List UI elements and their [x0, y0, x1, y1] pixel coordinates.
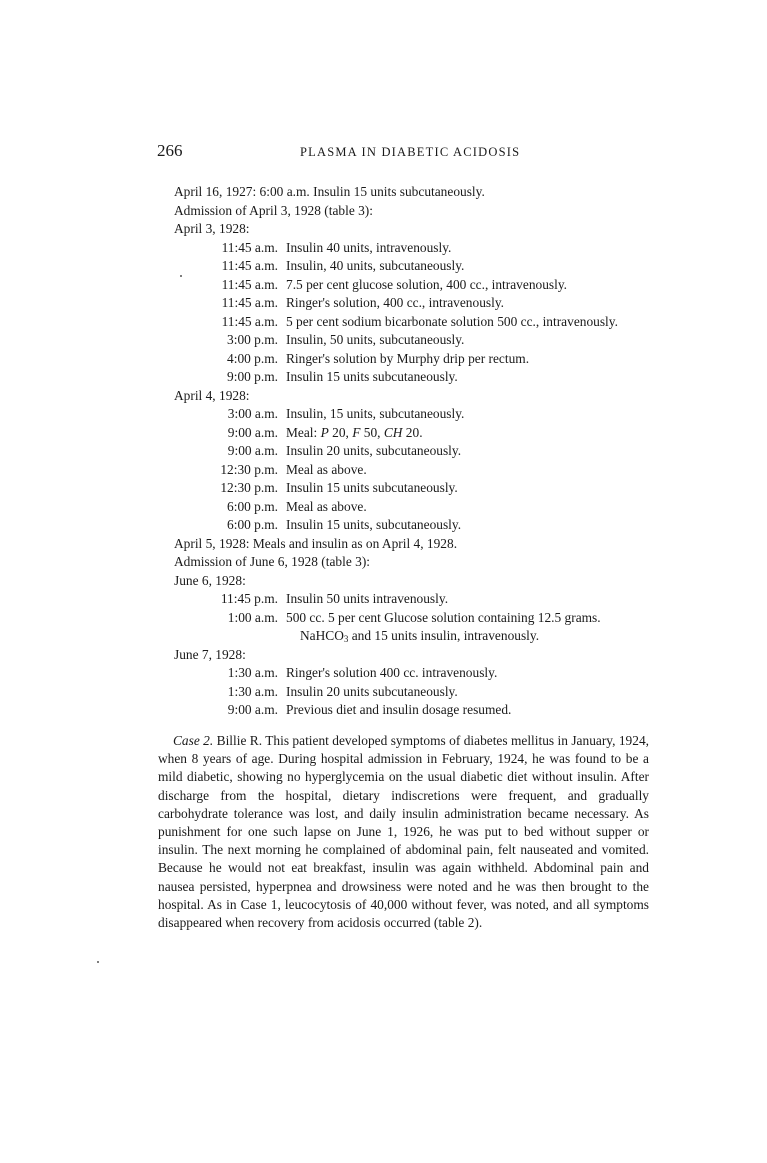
log-heading: April 5, 1928: Meals and insulin as on April 4, 1928.: [174, 535, 458, 551]
stray-mark: [97, 961, 99, 963]
log-entry-time: 9:00 p.m.: [227, 369, 278, 384]
case-paragraph: [158, 732, 649, 932]
log-entry-time: 1:00 a.m.: [227, 609, 278, 625]
log-entry-text: Meal as above.: [286, 498, 367, 514]
log-entry-continuation: [174, 627, 694, 646]
log-entry-text: Meal as above.: [286, 461, 367, 477]
running-head: PLASMA IN DIABETIC ACIDOSIS: [300, 145, 521, 159]
log-entry-text: Insulin, 50 units, subcutaneously.: [286, 332, 465, 347]
log-entry-text: Meal: P 20, F 50, CH 20.: [286, 424, 423, 440]
log-entry-text: Insulin 15 units subcutaneously.: [286, 369, 458, 384]
log-entry-text: Insulin 50 units intravenously.: [286, 591, 449, 606]
log-entry-text: Ringer's solution 400 cc. intravenously.: [286, 665, 498, 680]
log-entry: [174, 590, 694, 609]
log-heading: Admission of April 3, 1928 (table 3):: [174, 202, 373, 218]
log-entry-text: Previous diet and insulin dosage resumed.: [286, 702, 512, 717]
page-number: 266: [157, 141, 183, 160]
log-entry: [174, 683, 694, 702]
stray-mark: [180, 275, 182, 277]
log-entry-time: 11:45 a.m.: [221, 295, 278, 310]
log-entry-time: 11:45 a.m.: [221, 239, 278, 255]
log-entry-text: Insulin 20 units, subcutaneously.: [286, 443, 462, 458]
log-entry-time: 4:00 p.m.: [227, 350, 278, 366]
log-heading: June 7, 1928:: [174, 646, 246, 662]
log-entry-time: 12:30 p.m.: [220, 480, 278, 495]
log-entry-time: 9:00 a.m.: [227, 702, 278, 717]
log-entry-time: 6:00 p.m.: [227, 517, 278, 532]
log-entry-text: Insulin, 15 units, subcutaneously.: [286, 406, 465, 421]
log-entry-time: 11:45 a.m.: [221, 258, 278, 273]
log-entry: [174, 442, 694, 461]
log-entry-text: Insulin, 40 units, subcutaneously.: [286, 258, 465, 273]
log-heading: June 6, 1928:: [174, 572, 246, 588]
log-entry: [174, 294, 694, 313]
case-label: Case 2.: [173, 733, 214, 748]
log-entry-time: 12:30 p.m.: [220, 461, 278, 477]
log-entry-time: 11:45 a.m.: [221, 276, 278, 292]
log-entry-time: 9:00 a.m.: [227, 424, 278, 440]
log-entry-time: 1:30 a.m.: [227, 683, 278, 699]
log-entry: [174, 701, 694, 720]
log-entry: [174, 276, 694, 295]
log-entry-text: 500 cc. 5 per cent Glucose solution containing 12.5 grams.: [286, 609, 601, 625]
log-entry-time: 1:30 a.m.: [227, 665, 278, 680]
log-entry-text: Ringer's solution by Murphy drip per rectum.: [286, 350, 530, 366]
log-entry: [174, 498, 694, 517]
log-entry-time: 6:00 p.m.: [227, 498, 278, 514]
log-entry-text: 5 per cent sodium bicarbonate solution 500 cc., intravenously.: [286, 313, 618, 329]
log-entry: [174, 609, 694, 628]
log-heading: April 3, 1928:: [174, 221, 250, 236]
log-heading: April 4, 1928:: [174, 387, 250, 403]
log-entry: [174, 516, 694, 535]
log-entry: [174, 313, 694, 332]
case-body: Billie R. This patient developed symptoms of diabetes mellitus in January, 1924, when 8 years of age. During hospital admission in February, 1924, he was found to be a mild diabetic, showing no hyperglycemia on the usual diabetic diet without insulin. After discharge from the hospital, dietary indiscretions were frequent, and gradually carbohydrate tolerance was lost, and daily insulin administration became necessary. As punishment for one such lapse on June 1, 1926, he was put to bed without supper or insulin. The next morning he complained of abdominal pain, felt nauseated and vomited. Because he would not eat breakfast, insulin was again withheld. Abdominal pain and nausea persisted, hyperpnea and drowsiness were noted and he was then brought to the hospital. As in Case 1, leucocytosis of 40,000 without fever, was noted, and all symptoms disappeared when recovery from acidosis occurred (table 2).: [158, 733, 649, 931]
log-entry: [174, 405, 694, 424]
treatment-log: [174, 183, 694, 720]
log-entry-text: Insulin 15 units subcutaneously.: [286, 480, 458, 495]
log-entry-text: Insulin 40 units, intravenously.: [286, 239, 452, 255]
log-entry-time: 11:45 a.m.: [221, 313, 278, 329]
log-entry-text: Insulin 15 units, subcutaneously.: [286, 517, 462, 532]
log-entry-time: 9:00 a.m.: [227, 443, 278, 458]
log-entry: [174, 479, 694, 498]
log-entry: [174, 257, 694, 276]
log-entry: [174, 368, 694, 387]
log-heading: Admission of June 6, 1928 (table 3):: [174, 554, 371, 569]
formula-subscript: 3: [343, 634, 349, 644]
log-entry: [174, 424, 694, 443]
continuation-text: and 15 units insulin, intravenously.: [348, 628, 540, 643]
log-heading: April 16, 1927: 6:00 a.m. Insulin 15 units subcutaneously.: [174, 184, 485, 199]
log-entry-text: Insulin 20 units subcutaneously.: [286, 683, 458, 699]
log-entry-time: 11:45 p.m.: [220, 591, 278, 606]
log-entry: [174, 239, 694, 258]
log-entry-time: 3:00 a.m.: [227, 406, 278, 421]
log-entry: [174, 664, 694, 683]
log-entry: [174, 331, 694, 350]
log-entry: [174, 350, 694, 369]
log-entry-text: Ringer's solution, 400 cc., intravenously.: [286, 295, 504, 310]
log-entry-time: 3:00 p.m.: [227, 332, 278, 347]
log-entry-text: 7.5 per cent glucose solution, 400 cc., intravenously.: [286, 276, 568, 292]
log-entry: [174, 461, 694, 480]
formula-text: NaHCO: [300, 628, 344, 643]
